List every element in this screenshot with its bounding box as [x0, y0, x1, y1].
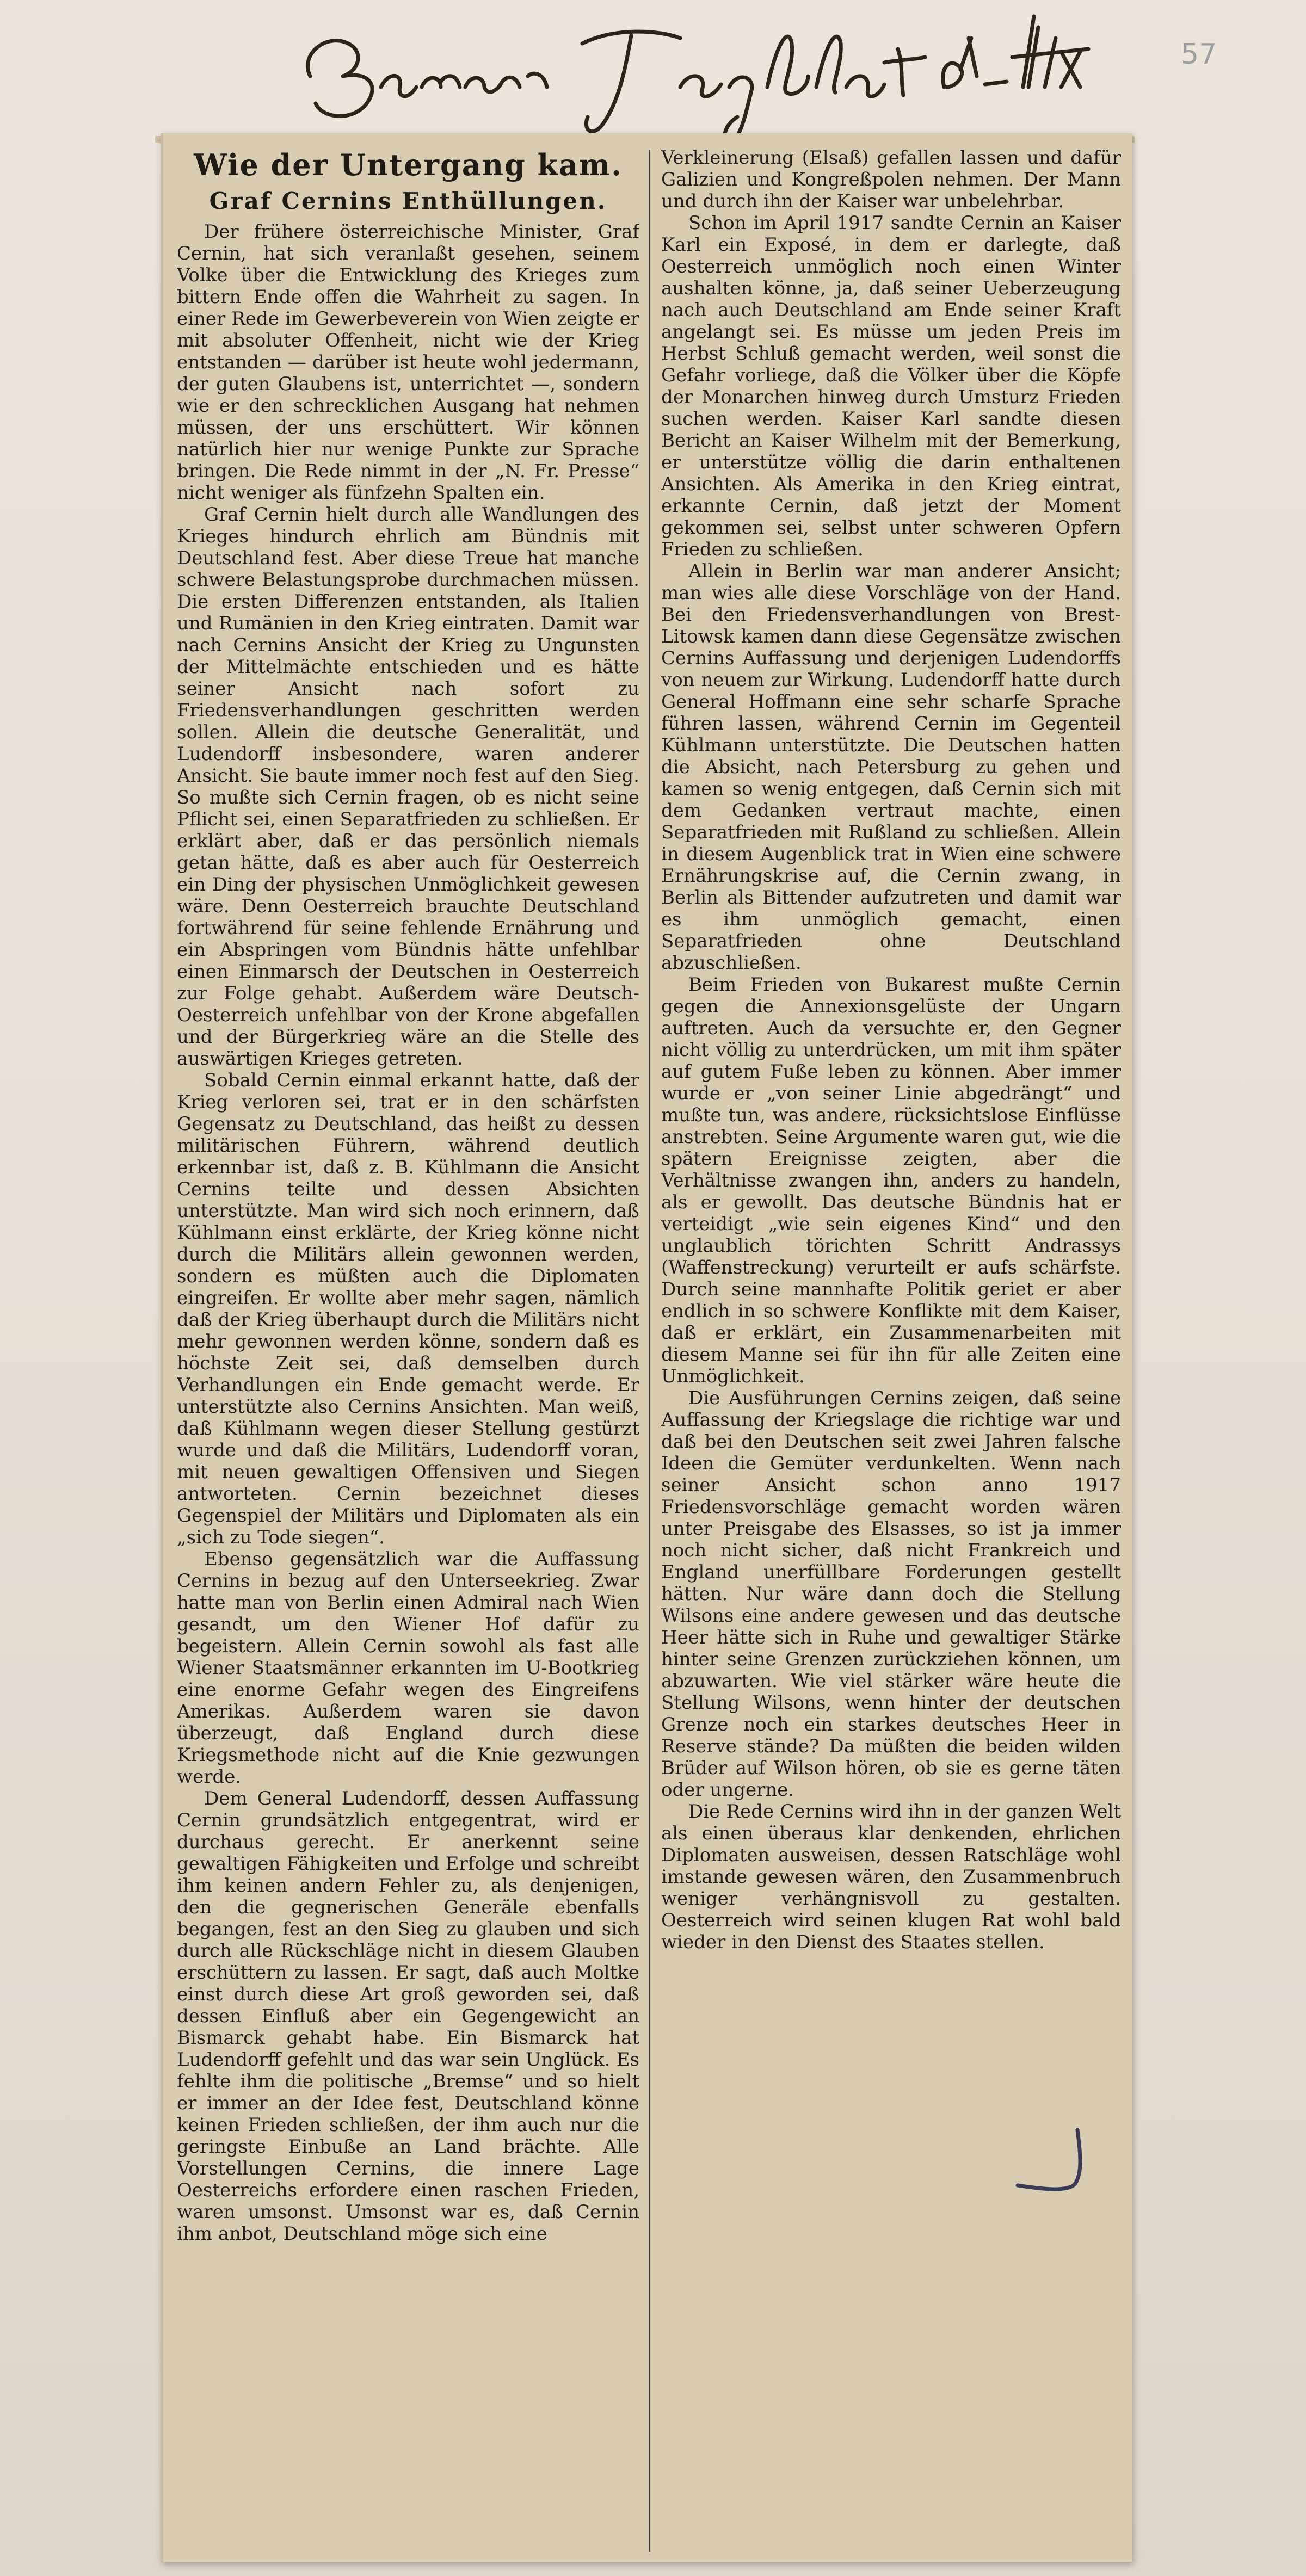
paragraph: Der frühere österreichische Minister, Graf Cernin, hat sich veranlaßt gesehen, seinem Volke über die Entwicklung des Krieges zum bittern Ende offen die Wahrheit zu sagen. In einer Rede im Gewerbeverein von Wien zeigte er mit absoluter Offenheit, nicht wie der Krieg entstanden — darüber ist heute wohl jedermann, der guten Glaubens ist, unterrichtet —, sondern wie er den schrecklichen Ausgang hat nehmen müssen, der uns erschüttert. Wir können natürlich hier nur wenige Punkte zur Sprache bringen. Die Rede nimmt in der „N. Fr. Presse“ nicht weniger als fünfzehn Spalten ein. [177, 221, 639, 504]
paragraph: Die Rede Cernins wird ihn in der ganzen Welt als einen überaus klar denkenden, ehrlichen Diplomaten ausweisen, dessen Ratschläge wohl imstande gewesen wären, den Zusammenbruch weniger verhängnisvoll zu gestalten. Oesterreich wird seinen klugen Rat wohl bald wieder in den Dienst des Staates stellen. [661, 1801, 1121, 1953]
paragraph: Verkleinerung (Elsaß) gefallen lassen und dafür Galizien und Kongreßpolen nehmen. Der Mann und durch ihn der Kaiser war unbelehrbar. [661, 147, 1121, 212]
paragraph: Schon im April 1917 sandte Cernin an Kaiser Karl ein Exposé, in dem er darlegte, daß Oesterreich unmöglich noch einen Winter aushalten könne, ja, daß seiner Ueberzeugung nach auch Deutschland am Ende seiner Kraft angelangt sei. Es müsse um jeden Preis im Herbst Schluß gemacht werden, weil sonst die Gefahr vorliege, daß die Völker über die Köpfe der Monarchen hinweg durch Umsturz Frieden suchen werden. Kaiser Karl sandte diesen Bericht an Kaiser Wilhelm mit der Bemerkung, er unterstütze völlig die darin enthaltenen Ansichten. Als Amerika in den Krieg eintrat, erkannte Cernin, daß jetzt der Moment gekommen sei, selbst unter schweren Opfern Frieden zu schließen. [661, 212, 1121, 560]
paragraph: Ebenso gegensätzlich war die Auffassung Cernins in bezug auf den Unterseekrieg. Zwar hatte man von Berlin einen Admiral nach Wien gesandt, um den Wiener Hof dafür zu begeistern. Allein Cernin sowohl als fast alle Wiener Staatsmänner erkannten im U-Bootkrieg eine enorme Gefahr wegen des Eingreifens Amerikas. Außerdem waren sie davon überzeugt, daß England durch diese Kriegsmethode nicht auf die Knie gezwungen werde. [177, 1548, 639, 1788]
page-number: 57 [1181, 38, 1217, 71]
paragraph: Dem General Ludendorff, dessen Auffassung Cernin grundsätzlich entgegentrat, wird er durchaus gerecht. Er anerkennt seine gewaltigen Fähigkeiten und Erfolge und schreibt ihm keinen andern Fehler zu, als denjenigen, den die gegnerischen Generäle ebenfalls begangen, fest an den Sieg zu glauben und sich durch alle Rückschläge nicht in diesem Glauben erschüttern zu lassen. Er sagt, daß auch Moltke einst durch diese Art groß geworden sei, daß dessen Einfluß aber ein Gegengewicht an Bismarck gehabt habe. Ein Bismarck hat Ludendorff gefehlt und das war sein Unglück. Es fehlte ihm die politische „Bremse“ und so hielt er immer an der Idee fest, Deutschland könne keinen Frieden schließen, der ihm auch nur die geringste Einbuße an Land brächte. Alle Vorstellungen Cernins, die innere Lage Oesterreichs erfordere einen raschen Frieden, waren umsonst. Umsonst war es, daß Cernin ihm anbot, Deutschland möge sich eine [177, 1788, 639, 2245]
article-subheadline: Graf Cernins Enthüllungen. [209, 188, 607, 214]
paragraph: Allein in Berlin war man anderer Ansicht; man wies alle diese Vorschläge von der Hand. Bei den Friedensverhandlungen von Brest-Litowsk kamen dann diese Gegensätze zwischen Cernins Auffassung und derjenigen Ludendorffs von neuem zur Wirkung. Ludendorff hatte durch General Hoffmann eine sehr scharfe Sprache führen lassen, während Cernin im Gegenteil Kühlmann unterstützte. Die Deutschen hatten die Absicht, nach Petersburg zu gehen und kamen so wenig entgegen, daß Cernin sich mit dem Gedanken vertraut machte, einen Separatfrieden mit Rußland zu schließen. Allein in diesem Augenblick trat in Wien eine schwere Ernährungskrise auf, die Cernin zwang, in Berlin als Bittender aufzutreten und damit war es ihm unmöglich gemacht, einen Separatfrieden ohne Deutschland abzuschließen. [661, 560, 1121, 974]
pencil-check-mark [1007, 2124, 1099, 2195]
article-headline: Wie der Untergang kam. [194, 147, 623, 182]
paragraph: Graf Cernin hielt durch alle Wandlungen des Krieges hindurch ehrlich am Bündnis mit Deutschland fest. Aber diese Treue hat manche schwere Belastungsprobe durchmachen müssen. Die ersten Differenzen entstanden, als Italien und Rumänien in den Krieg eintraten. Damit war nach Cernins Ansicht der Krieg zu Ungunsten der Mittelmächte entschieden und es hätte seiner Ansicht nach sofort zu Friedensverhandlungen geschritten werden sollen. Allein die deutsche Generalität, und Ludendorff insbesondere, waren anderer Ansicht. Sie baute immer noch fest auf den Sieg. So mußte sich Cernin fragen, ob es nicht seine Pflicht sei, einen Separatfrieden zu schließen. Er erklärt aber, daß er das persönlich niemals getan hätte, daß es aber auch für Oesterreich ein Ding der physischen Unmöglichkeit gewesen wäre. Denn Oesterreich brauchte Deutschland fortwährend für seine fehlende Ernährung und ein Abspringen vom Bündnis hätte unfehlbar einen Einmarsch der Deutschen in Oesterreich zur Folge gehabt. Außerdem wäre Deutsch-Oesterreich unfehlbar von der Krone abgefallen und der Bürgerkrieg wäre an die Stelle des auswärtigen Krieges getreten. [177, 504, 639, 1070]
article-right-column [661, 147, 1121, 2231]
handwritten-masthead [278, 5, 1094, 152]
column-divider [649, 150, 650, 2552]
paragraph: Sobald Cernin einmal erkannt hatte, daß der Krieg verloren sei, trat er in den schärfsten Gegensatz zu Deutschland, das heißt zu dessen militärischen Führern, während deutlich erkennbar ist, daß z. B. Kühlmann die Ansicht Cernins teilte und dessen Absichten unterstützte. Man wird sich noch erinnern, daß Kühlmann einst erklärte, der Krieg könne nicht durch die Militärs allein gewonnen werden, sondern es müßten auch die Diplomaten eingreifen. Er wollte aber mehr sagen, nämlich daß der Krieg überhaupt durch die Militärs nicht mehr gewonnen werden könne, sondern daß es höchste Zeit sei, daß demselben durch Verhandlungen ein Ende gemacht werde. Er unterstützte also Cernins Ansichten. Man weiß, daß Kühlmann wegen dieser Stellung gestürzt wurde und daß die Militärs, Ludendorff voran, mit neuen gewaltigen Offensiven und Siegen antworteten. Cernin bezeichnet dieses Gegenspiel der Militärs und Diplomaten als ein „sich zu Tode siegen“. [177, 1070, 639, 1548]
paragraph: Beim Frieden von Bukarest mußte Cernin gegen die Annexionsgelüste der Ungarn auftreten. Auch da versuchte er, den Gegner nicht völlig zu unterdrücken, um mit ihm später auf gutem Fuße leben zu können. Aber immer wurde er „von seiner Linie abgedrängt“ und mußte tun, was andere, rücksichtslose Einflüsse anstrebten. Seine Argumente waren gut, wie die spätern Ereignisse zeigten, aber die Verhältnisse zwangen ihn, anders zu handeln, als er gewollt. Das deutsche Bündnis hat er verteidigt „wie sein eigenes Kind“ und den unglaublich törichten Schritt Andrassys (Waffenstreckung) verurteilt er aufs schärfste. Durch seine mannhafte Politik geriet er aber endlich in so schwere Konflikte mit dem Kaiser, daß er erklärt, ein Zusammenarbeiten mit diesem Manne sei für ihn für alle Zeiten eine Unmöglichkeit. [661, 974, 1121, 1387]
article-left-column [177, 147, 639, 2552]
handwritten-signature-drawing [278, 5, 1094, 152]
paragraph: Die Ausführungen Cernins zeigen, daß seine Auffassung der Kriegslage die richtige war und daß bei den Deutschen seit zwei Jahren falsche Ideen die Gemüter verdunkelten. Wenn nach seiner Ansicht schon anno 1917 Friedensvorschläge gemacht worden wären unter Preisgabe des Elsasses, so ist ja immer noch nicht sicher, daß nicht Frankreich und England unerfüllbare Forderungen gestellt hätten. Nur wäre dann doch die Stellung Wilsons eine andere gewesen und das deutsche Heer hätte sich in Ruhe und gewaltiger Stärke hinter seine Grenzen zurückziehen können, um abzuwarten. Wie viel stärker wäre heute die Stellung Wilsons, wenn hinter der deutschen Grenze noch ein starkes deutsches Heer in Reserve stände? Da müßten die beiden wilden Brüder auf Wilson hören, ob sie es gerne täten oder ungerne. [661, 1387, 1121, 1801]
